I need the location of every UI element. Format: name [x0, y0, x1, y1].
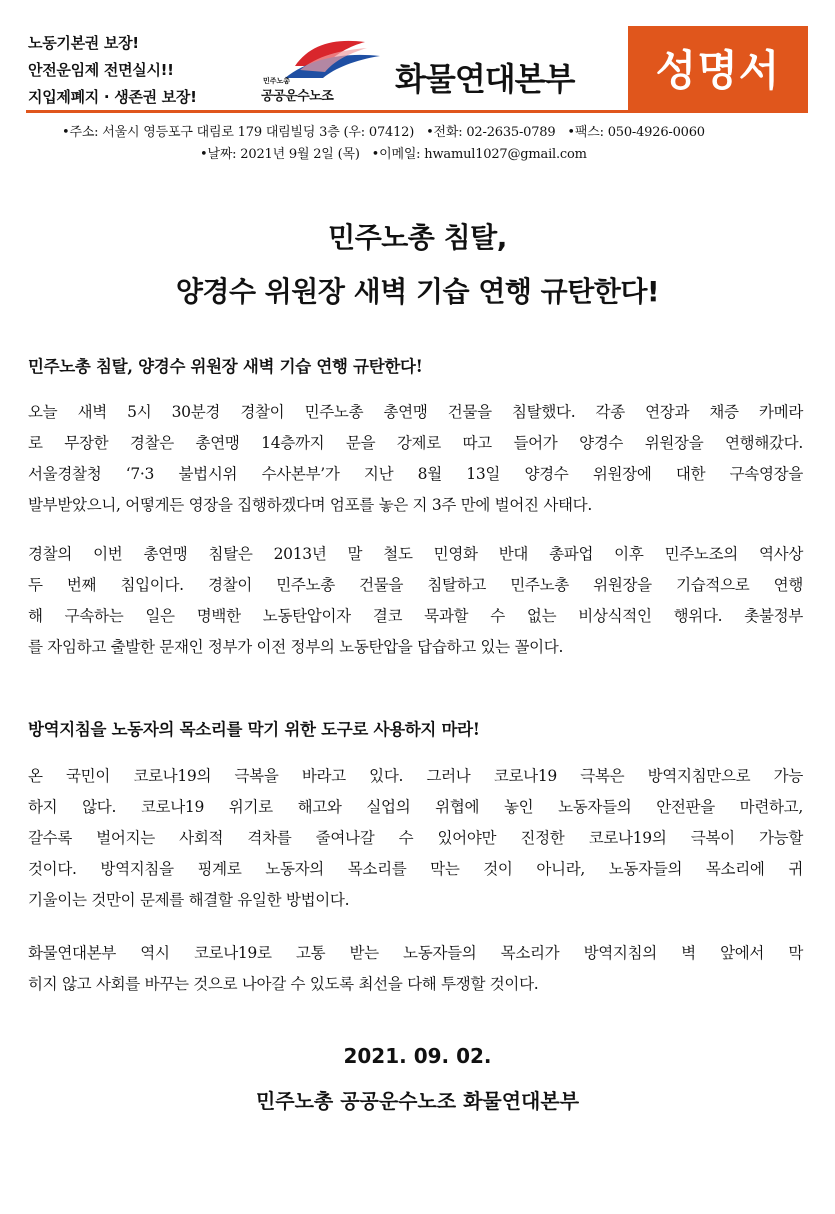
text-line: 두 번째 침입이다. 경찰이 민주노총 건물을 침탈하고 민주노총 위원장을 기습적으로 연행 [28, 576, 803, 594]
text-line: 서울경찰청 ‘7·3 불법시위 수사본부’가 지난 8월 13일 양경수 위원장에 대한 구속영장을 [28, 465, 803, 483]
text-line: 기울이는 것만이 문제를 해결할 유일한 방법이다. [28, 891, 350, 909]
logo-main-text: 공공운수노조 [261, 89, 334, 104]
text-line: 히지 않고 사회를 바꾸는 것으로 나아갈 수 있도록 최선을 다해 투쟁할 것이다. [28, 975, 539, 993]
org-name: 화물연대본부 [395, 60, 575, 98]
statement-badge [628, 26, 808, 110]
signature-org: 민주노총 공공운수노조 화물연대본부 [255, 1089, 580, 1113]
section-1-paragraph-1 [28, 397, 803, 521]
section-2-paragraph-2 [28, 938, 803, 1000]
title-line-1: 민주노총 침탈, [328, 221, 507, 254]
slogan-2: 안전운임제 전면실시!! [28, 61, 174, 79]
text-line: 하지 않다. 코로나19 위기로 해고와 실업의 위협에 놓인 노동자들의 안전판을 마련하고, [28, 798, 803, 816]
signature-date: 2021. 09. 02. [343, 1044, 492, 1068]
text-line: 갈수록 벌어지는 사회적 격차를 줄여나갈 수 있어야만 진정한 코로나19의 극복이 가능할 [28, 829, 803, 847]
logo-small-text: 민주노총 [263, 77, 291, 85]
text-line: 발부받았으니, 어떻게든 영장을 집행하겠다며 엄포를 놓은 지 3주 만에 벌어진 사태다. [28, 496, 592, 514]
section-1-heading: 민주노총 침탈, 양경수 위원장 새벽 기습 연행 규탄한다! [28, 357, 423, 376]
flag-icon [255, 36, 385, 81]
section-2-paragraph-1 [28, 761, 803, 916]
text-line: 해 구속하는 일은 명백한 노동탄압이자 결코 묵과할 수 없는 비상식적인 행위다. 촛불정부 [28, 607, 803, 625]
slogan-3: 지입제폐지 · 생존권 보장! [28, 88, 197, 106]
date: •날짜: 2021년 9월 2일 (목) [200, 147, 360, 162]
section-2-heading: 방역지침을 노동자의 목소리를 막기 위한 도구로 사용하지 마라! [28, 720, 480, 739]
phone: •전화: 02-2635-0789 [426, 125, 556, 140]
text-line: 를 자임하고 출발한 문재인 정부가 이전 정부의 노동탄압을 답습하고 있는 꼴이다. [28, 638, 564, 656]
address: •주소: 서울시 영등포구 대림로 179 대림빌딩 3층 (우: 07412) [62, 125, 415, 140]
text-line: 온 국민이 코로나19의 극복을 바라고 있다. 그러나 코로나19 극복은 방역지침만으로 가능 [28, 767, 803, 785]
section-1-paragraph-2 [28, 539, 803, 663]
text-line: 오늘 새벽 5시 30분경 경찰이 민주노총 총연맹 건물을 침탈했다. 각종 연장과 채증 카메라 [28, 403, 803, 421]
text-line: 것이다. 방역지침을 핑계로 노동자의 목소리를 막는 것이 아니라, 노동자들의 목소리에 귀 [28, 860, 803, 878]
text-line: 화물연대본부 역시 코로나19로 고통 받는 노동자들의 목소리가 방역지침의 벽 앞에서 막 [28, 944, 803, 962]
contact-line-2 [200, 143, 595, 162]
union-logo [255, 36, 385, 102]
text-line: 경찰의 이번 총연맹 침탈은 2013년 말 철도 민영화 반대 총파업 이후 민주노조의 역사상 [28, 545, 803, 563]
slogans [28, 30, 243, 111]
fax: •팩스: 050-4926-0060 [567, 125, 705, 140]
header-divider [26, 110, 808, 113]
badge-label: 성명서 [655, 46, 781, 95]
title-line-2: 양경수 위원장 새벽 기습 연행 규탄한다! [175, 275, 660, 308]
email: •이메일: hwamul1027@gmail.com [371, 147, 587, 162]
contact-line-1 [62, 121, 713, 140]
slogan-1: 노동기본권 보장! [28, 34, 139, 52]
text-line: 로 무장한 경찰은 총연맹 14층까지 문을 강제로 따고 들어가 양경수 위원장을 연행해갔다. [28, 434, 803, 452]
